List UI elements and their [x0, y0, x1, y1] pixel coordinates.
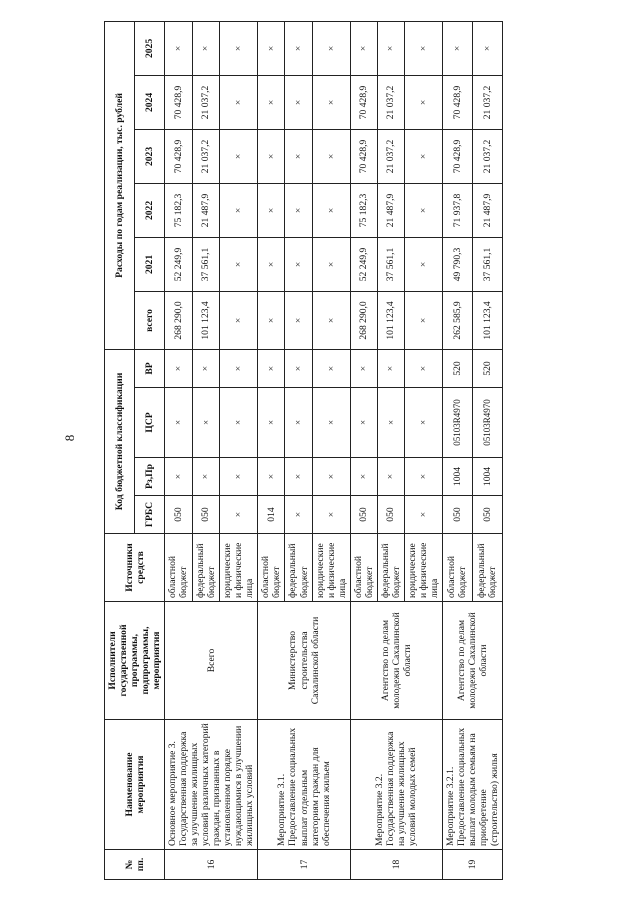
page-number: 8 [62, 434, 77, 442]
row-number: 19 [442, 850, 502, 880]
cell-year-value: × [442, 21, 472, 75]
cell-csr: × [350, 388, 377, 458]
cell-year-value: × [285, 237, 312, 291]
cell-rzpr: × [312, 458, 350, 496]
cell-source: областной бюджет [442, 534, 472, 602]
cell-grbs: 050 [192, 496, 219, 534]
cell-csr: × [165, 388, 192, 458]
cell-year-value: 21 037,2 [472, 75, 502, 129]
header-budget-classification: Код бюджетной классификации [105, 349, 135, 533]
cell-source: федеральный бюджет [472, 534, 502, 602]
cell-source: юридические и физические лица [219, 534, 258, 602]
cell-total: × [404, 291, 442, 349]
header-year: 2021 [135, 237, 165, 291]
cell-total: 101 123,4 [192, 291, 219, 349]
cell-year-value: 21 037,2 [377, 75, 404, 129]
cell-source: областной бюджет [258, 534, 285, 602]
cell-rzpr: × [258, 458, 285, 496]
cell-year-value: × [404, 21, 442, 75]
cell-vr: × [192, 349, 219, 387]
cell-year-value: × [258, 75, 285, 129]
cell-vr: × [404, 349, 442, 387]
table-row [258, 21, 285, 879]
cell-grbs: 050 [350, 496, 377, 534]
table-row [350, 21, 377, 879]
row-activity-name: Мероприятие 3.1. Предоставление социальных выплат отдельным категориям граждан для обеспечения жильем [258, 720, 350, 850]
cell-year-value: × [404, 75, 442, 129]
cell-year-value: × [219, 129, 258, 183]
document-page [100, 0, 620, 900]
cell-total: 268 290,0 [350, 291, 377, 349]
cell-year-value: 70 428,9 [350, 129, 377, 183]
cell-year-value: 21 037,2 [472, 129, 502, 183]
cell-total: 268 290,0 [165, 291, 192, 349]
cell-year-value: × [472, 21, 502, 75]
cell-year-value: × [285, 75, 312, 129]
cell-year-value: × [258, 237, 285, 291]
cell-vr: × [350, 349, 377, 387]
cell-year-value: × [219, 183, 258, 237]
row-executor: Министерство строительства Сахалинской области [258, 602, 350, 720]
cell-year-value: 70 428,9 [165, 75, 192, 129]
cell-year-value: × [219, 237, 258, 291]
cell-csr: 05103R4970 [442, 388, 472, 458]
cell-year-value: 70 428,9 [165, 129, 192, 183]
cell-rzpr: × [404, 458, 442, 496]
cell-rzpr: × [165, 458, 192, 496]
cell-vr: × [312, 349, 350, 387]
header-year: 2025 [135, 21, 165, 75]
row-activity-name: Мероприятие 3.2. Государственная поддержка на улучшение жилищных условий молодых семей [350, 720, 442, 850]
cell-total: × [312, 291, 350, 349]
header-year: 2022 [135, 183, 165, 237]
cell-rzpr: × [350, 458, 377, 496]
row-executor: Всего [165, 602, 258, 720]
row-activity-name: Основное мероприятие 3. Государственная поддержка за улучшение жилищных условий различных категорий граждан, признанных в установленном порядке нуждающимися в улучшении жилищных условий [165, 720, 258, 850]
cell-grbs: 050 [442, 496, 472, 534]
cell-total: 101 123,4 [377, 291, 404, 349]
row-executor: Агентство по делам молодежи Сахалинской области [350, 602, 442, 720]
cell-grbs: × [219, 496, 258, 534]
cell-year-value: × [258, 183, 285, 237]
cell-year-value: 21 487,9 [472, 183, 502, 237]
cell-year-value: × [219, 21, 258, 75]
cell-csr: 05103R4970 [472, 388, 502, 458]
cell-vr: × [377, 349, 404, 387]
cell-rzpr: 1004 [442, 458, 472, 496]
row-activity-name: Мероприятие 3.2.1. Предоставление социальных выплат молодым семьям на приобретение (строительство) жилья [442, 720, 502, 850]
row-number: 17 [258, 850, 350, 880]
cell-year-value: × [312, 183, 350, 237]
cell-year-value: 75 182,3 [165, 183, 192, 237]
cell-year-value: 71 937,8 [442, 183, 472, 237]
cell-vr: × [258, 349, 285, 387]
cell-year-value: 21 037,2 [377, 129, 404, 183]
cell-year-value: 70 428,9 [442, 75, 472, 129]
cell-csr: × [312, 388, 350, 458]
cell-rzpr: × [285, 458, 312, 496]
cell-year-value: × [285, 129, 312, 183]
header-csr: ЦСР [135, 388, 165, 458]
cell-grbs: 050 [472, 496, 502, 534]
header-row-top [105, 21, 135, 879]
cell-source: федеральный бюджет [285, 534, 312, 602]
cell-grbs: × [312, 496, 350, 534]
header-expenses: Расходы по годам реализации, тыс. рублей [105, 21, 135, 349]
header-rzpr: Рз,Пр [135, 458, 165, 496]
cell-year-value: × [258, 21, 285, 75]
header-source: Источники средств [105, 534, 165, 602]
cell-year-value: 49 790,3 [442, 237, 472, 291]
cell-vr: 520 [442, 349, 472, 387]
header-vr: ВР [135, 349, 165, 387]
row-executor: Агентство по делам молодежи Сахалинской области [442, 602, 502, 720]
table-row [165, 21, 192, 879]
header-total: всего [135, 291, 165, 349]
cell-year-value: 37 561,1 [377, 237, 404, 291]
cell-year-value: × [350, 21, 377, 75]
header-name: Наименование мероприятия [105, 720, 165, 850]
cell-source: областной бюджет [350, 534, 377, 602]
cell-year-value: × [312, 75, 350, 129]
cell-year-value: × [404, 129, 442, 183]
header-year: 2024 [135, 75, 165, 129]
cell-vr: × [219, 349, 258, 387]
cell-grbs: 014 [258, 496, 285, 534]
cell-year-value: 70 428,9 [350, 75, 377, 129]
cell-grbs: 050 [377, 496, 404, 534]
cell-csr: × [258, 388, 285, 458]
cell-year-value: 52 249,9 [350, 237, 377, 291]
cell-year-value: × [192, 21, 219, 75]
cell-csr: × [285, 388, 312, 458]
cell-year-value: × [165, 21, 192, 75]
cell-year-value: 21 487,9 [377, 183, 404, 237]
cell-csr: × [377, 388, 404, 458]
cell-year-value: × [312, 129, 350, 183]
cell-source: федеральный бюджет [377, 534, 404, 602]
cell-year-value: × [312, 21, 350, 75]
cell-year-value: 21 037,2 [192, 129, 219, 183]
cell-vr: × [285, 349, 312, 387]
header-year: 2023 [135, 129, 165, 183]
cell-year-value: 37 561,1 [472, 237, 502, 291]
cell-csr: × [192, 388, 219, 458]
cell-vr: 520 [472, 349, 502, 387]
cell-source: юридические и физические лица [404, 534, 442, 602]
rotated-table-container [104, 22, 606, 880]
cell-source: областной бюджет [165, 534, 192, 602]
cell-total: 101 123,4 [472, 291, 502, 349]
table-row [442, 21, 472, 879]
cell-csr: × [219, 388, 258, 458]
header-grbs: ГРБС [135, 496, 165, 534]
cell-year-value: 52 249,9 [165, 237, 192, 291]
cell-rzpr: × [219, 458, 258, 496]
cell-year-value: 70 428,9 [442, 129, 472, 183]
cell-year-value: × [312, 237, 350, 291]
cell-year-value: × [285, 183, 312, 237]
cell-rzpr: 1004 [472, 458, 502, 496]
cell-year-value: × [404, 237, 442, 291]
cell-csr: × [404, 388, 442, 458]
cell-year-value: 37 561,1 [192, 237, 219, 291]
cell-grbs: × [404, 496, 442, 534]
cell-vr: × [165, 349, 192, 387]
cell-year-value: 21 037,2 [192, 75, 219, 129]
cell-source: юридические и физические лица [312, 534, 350, 602]
cell-total: 262 585,9 [442, 291, 472, 349]
cell-grbs: 050 [165, 496, 192, 534]
cell-grbs: × [285, 496, 312, 534]
cell-total: × [258, 291, 285, 349]
cell-year-value: × [219, 75, 258, 129]
cell-year-value: × [404, 183, 442, 237]
cell-year-value: 21 487,9 [192, 183, 219, 237]
cell-total: × [285, 291, 312, 349]
row-number: 16 [165, 850, 258, 880]
cell-year-value: × [285, 21, 312, 75]
cell-source: федеральный бюджет [192, 534, 219, 602]
row-number: 18 [350, 850, 442, 880]
cell-rzpr: × [192, 458, 219, 496]
cell-year-value: 75 182,3 [350, 183, 377, 237]
cell-year-value: × [377, 21, 404, 75]
budget-table [104, 21, 503, 880]
cell-year-value: × [258, 129, 285, 183]
header-executor: Исполнители государственной программы, подпрограммы, мероприятия [105, 602, 165, 720]
cell-total: × [219, 291, 258, 349]
cell-rzpr: × [377, 458, 404, 496]
header-no: № пп. [105, 850, 165, 880]
